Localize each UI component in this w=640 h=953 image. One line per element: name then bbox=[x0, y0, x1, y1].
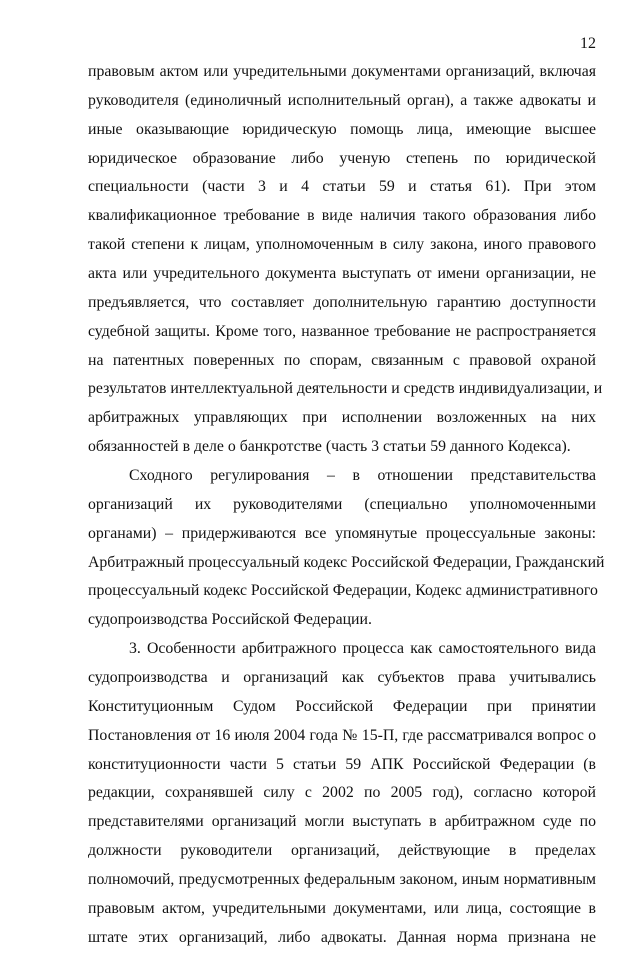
text-line: такой степени к лицам, уполномоченным в силу закона, иного правового bbox=[88, 236, 596, 254]
text-line: организаций их руководителями (специально уполномоченными bbox=[88, 495, 596, 513]
text-line: юридическое образование либо ученую степень по юридической bbox=[88, 149, 596, 167]
page-number: 12 bbox=[580, 35, 596, 52]
text-line: органами) – придерживаются все упомянутые процессуальные законы: bbox=[88, 524, 596, 542]
document-body bbox=[88, 58, 605, 953]
text-line: правовым актом, учредительными документами, или лица, состоящие в bbox=[88, 899, 596, 917]
text-line: результатов интеллектуальной деятельности и средств индивидуализации, и bbox=[88, 380, 603, 398]
text-line: иные оказывающие юридическую помощь лица, имеющие высшее bbox=[88, 120, 596, 138]
text-line: руководителя (единоличный исполнительный орган), а также адвокаты и bbox=[88, 91, 596, 109]
text-line: на патентных поверенных по спорам, связанным с правовой охраной bbox=[88, 351, 596, 369]
text-line: штате этих организаций, либо адвокаты. Данная норма признана не bbox=[88, 928, 596, 946]
text-line: арбитражных управляющих при исполнении возложенных на них bbox=[88, 409, 596, 427]
text-line: предъявляется, что составляет дополнительную гарантию доступности bbox=[88, 293, 596, 311]
text-line: судебной защиты. Кроме того, названное требование не распространяется bbox=[88, 322, 596, 340]
text-line: правовым актом или учредительными документами организаций, включая bbox=[88, 63, 596, 80]
text-line: обязанностей в деле о банкротстве (часть 3 статьи 59 данного Кодекса). bbox=[88, 438, 571, 456]
text-line: должности руководители организаций, действующие в пределах bbox=[88, 842, 596, 860]
text-line: квалификационное требование в виде наличия такого образования либо bbox=[88, 207, 596, 225]
text-line: специальности (части 3 и 4 статьи 59 и статья 61). При этом bbox=[88, 178, 596, 196]
text-line: представителями организаций могли выступать в арбитражном суде по bbox=[88, 813, 596, 831]
text-line: редакции, сохранявшей силу с 2002 по 2005 год), согласно которой bbox=[88, 784, 596, 802]
text-line: Арбитражный процессуальный кодекс Российской Федерации, Гражданский bbox=[88, 553, 605, 571]
text-line: Сходного регулирования – в отношении представительства bbox=[129, 467, 596, 485]
text-line: судопроизводства Российской Федерации. bbox=[88, 611, 372, 629]
text-line: Постановления от 16 июля 2004 года № 15-П, где рассматривался вопрос о bbox=[88, 726, 596, 744]
text-line: акта или учредительного документа выступать от имени организации, не bbox=[88, 265, 596, 283]
text-line: Конституционным Судом Российской Федерации при принятии bbox=[88, 697, 596, 715]
text-line: судопроизводства и организаций как субъектов права учитывались bbox=[88, 669, 596, 687]
text-line: процессуальный кодекс Российской Федерации, Кодекс административного bbox=[88, 582, 598, 600]
text-line: 3. Особенности арбитражного процесса как самостоятельного вида bbox=[129, 640, 596, 658]
text-line: полномочий, предусмотренных федеральным законом, иным нормативным bbox=[88, 871, 596, 889]
text-line: конституционности части 5 статьи 59 АПК Российской Федерации (в bbox=[88, 755, 596, 773]
